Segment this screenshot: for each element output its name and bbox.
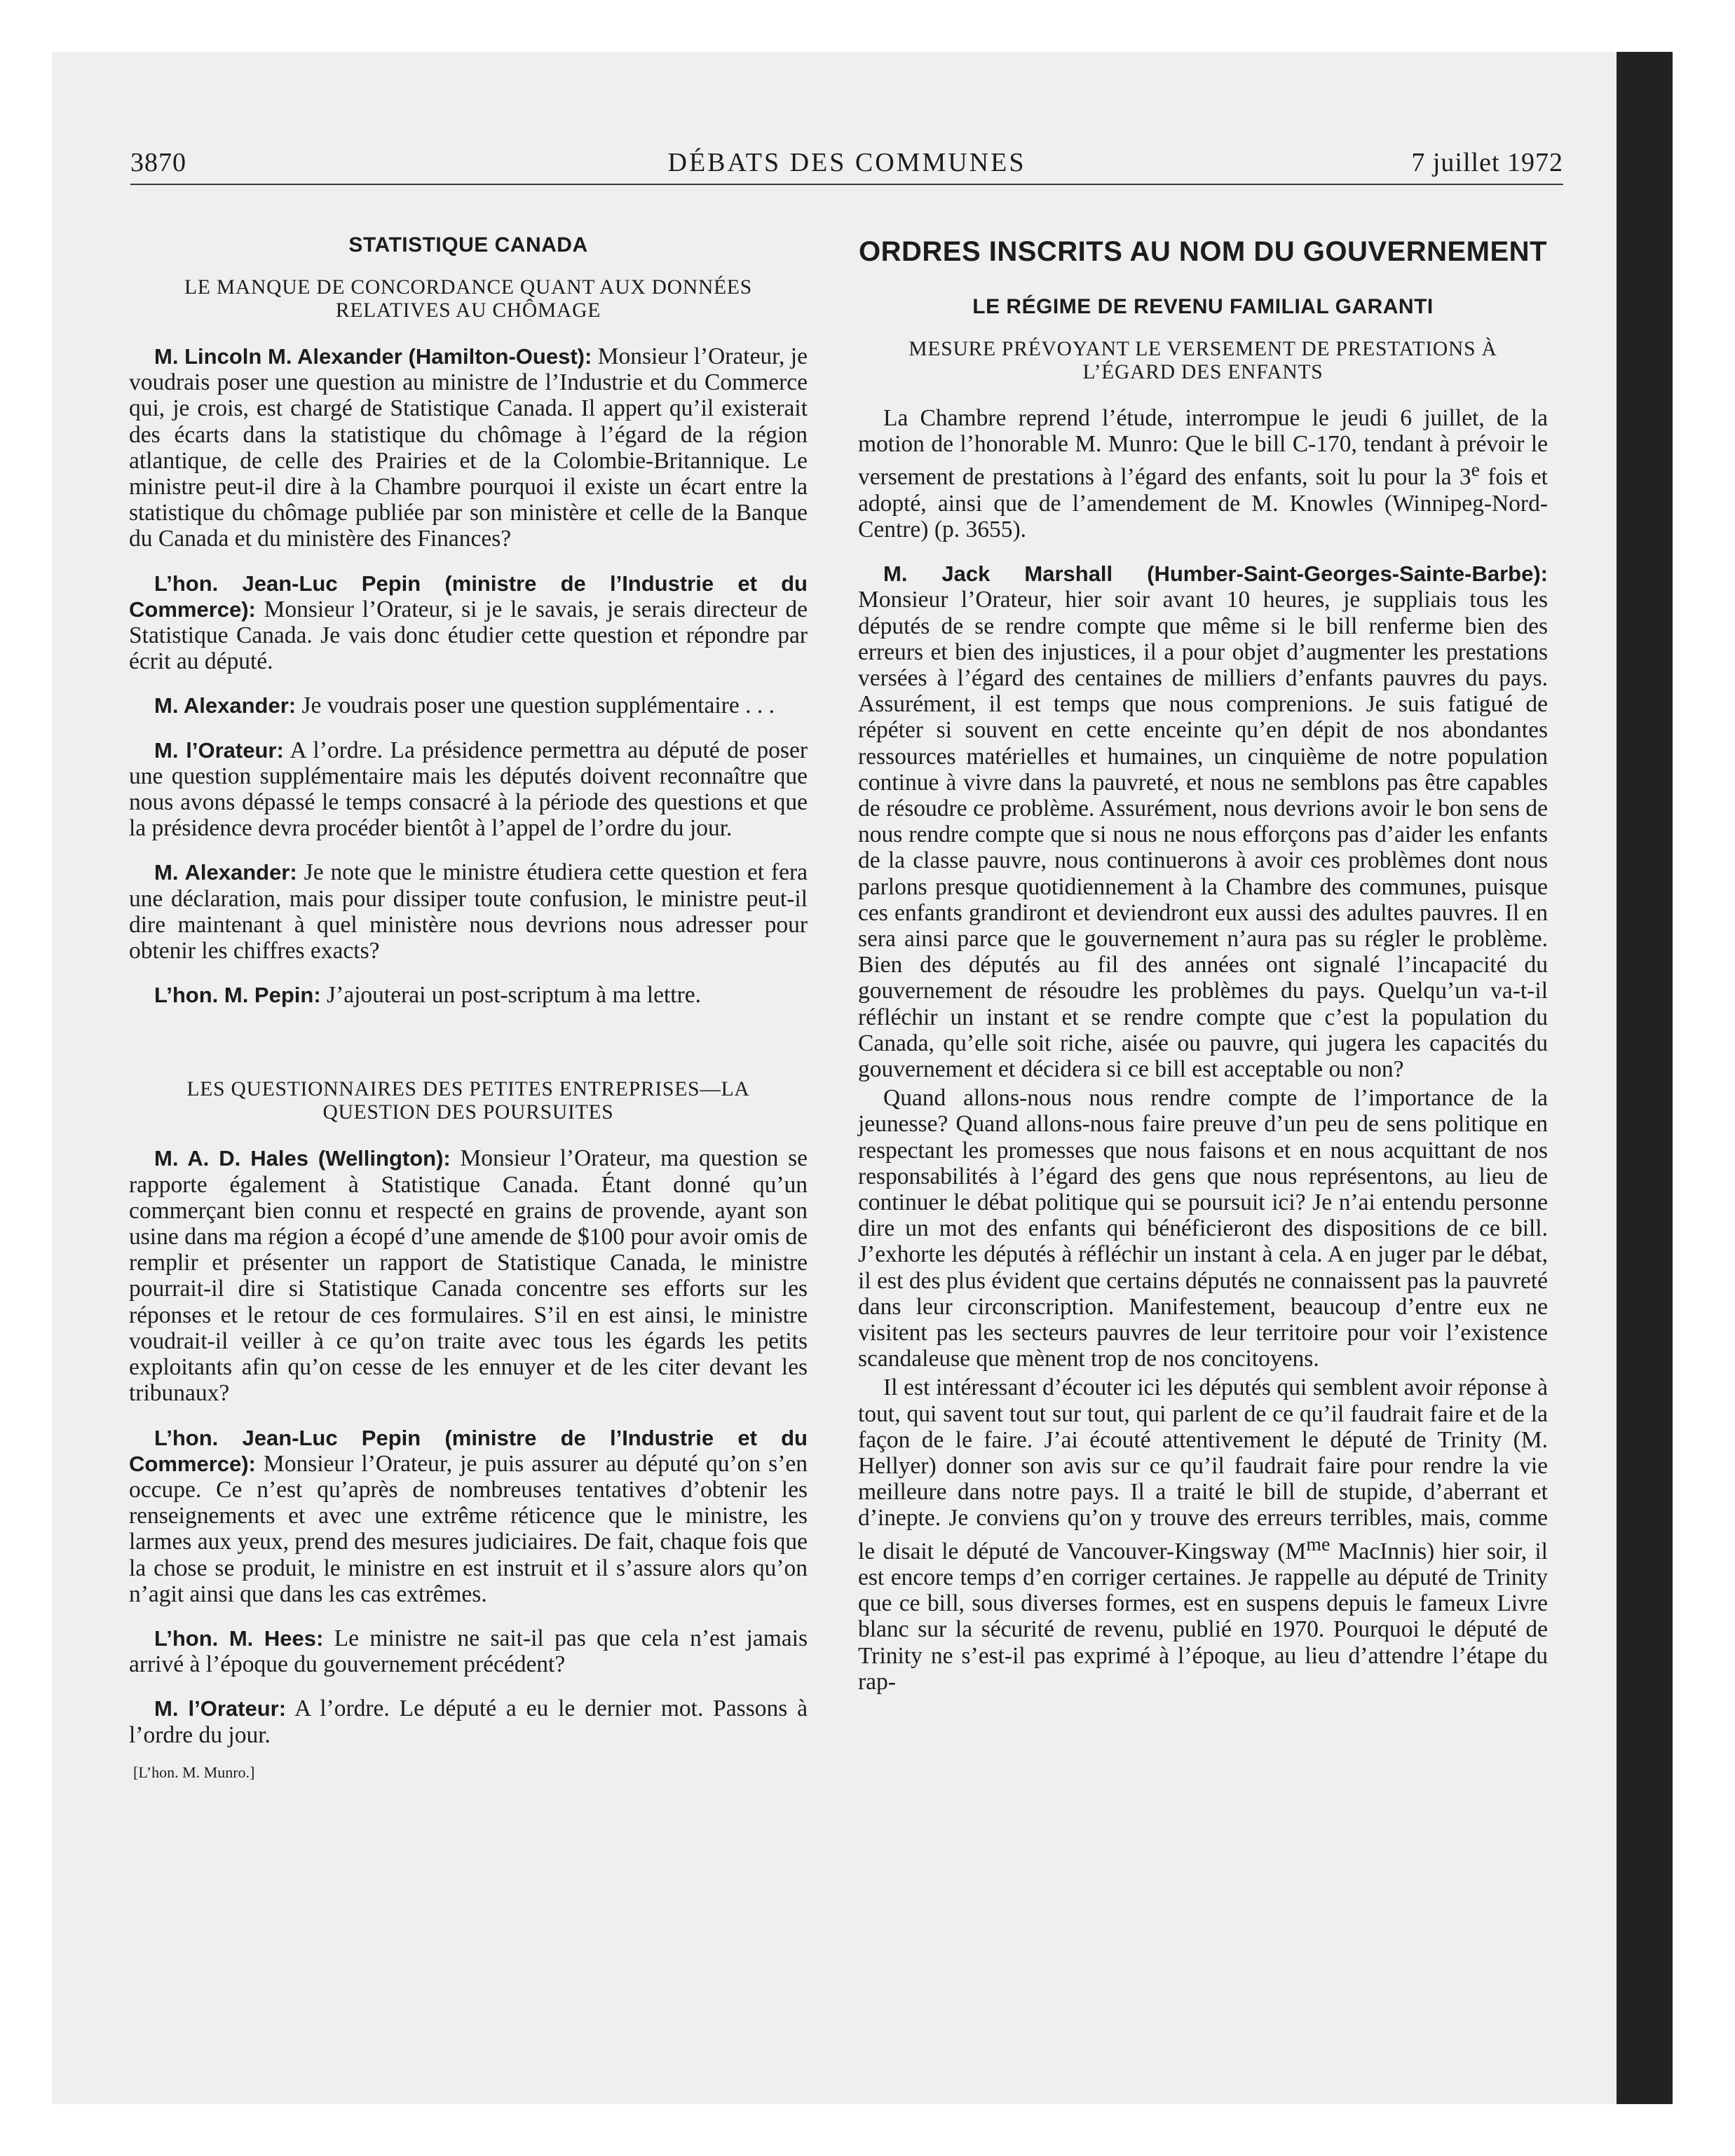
speaker-name: M. Lincoln M. Alexander (Hamilton-Ouest): [154, 344, 592, 369]
paragraph [129, 571, 808, 675]
speaker-name: M. l’Orateur: [154, 1696, 287, 1721]
paragraph [129, 1145, 808, 1406]
subheading-chomage: LE MANQUE DE CONCORDANCE QUANT AUX DONNÉES RELATIVES AU CHÔMAGE [184, 276, 752, 322]
superscript: e [1471, 459, 1481, 482]
speaker-name: M. Alexander: [154, 693, 297, 718]
speech-text: Il est intéressant d’écouter ici les députés qui semblent avoir réponse à tout, qui savent tout sur tout, qui parlent de ce qu’il faudrait faire et de la façon de le faire. J’ai écouté attentivement le député de Trinity (M. Hellyer) donner son avis sur ce qu’il faudrait faire pour rendre la vie meilleure dans notre pays. Il a traité le bill de stupide, d’aberrant et d’inepte. Je conviens qu’on y trouve des erreurs terribles, mais, comme le disait le député de Vancouver-Kingsway (M [858, 1374, 1548, 1564]
paragraph [129, 982, 808, 1008]
superscript: me [1306, 1533, 1331, 1555]
speaker-name: M. l’Orateur: [154, 737, 284, 763]
paragraph [129, 343, 808, 552]
orders-title: ORDRES INSCRITS AU NOM DU GOUVERNEMENT [858, 236, 1547, 267]
footnote: [L’hon. M. Munro.] [133, 1763, 255, 1781]
paragraph [858, 1085, 1548, 1372]
speech-text: Je note que le ministre étudiera cette question et fera une déclaration, mais pour dissiper toute confusion, le ministre peut-il dire maintenant à quel ministère nous devrions nous adresser pour obtenir les chiffres exacts? [129, 859, 808, 964]
paragraph [129, 1625, 808, 1677]
speech-text: J’ajouterai un post-scriptum à ma lettre. [320, 982, 702, 1009]
speaker-name: L’hon. Jean-Luc Pepin (ministre de l’Industrie et du Commerce): [129, 571, 808, 622]
speech-text: Monsieur l’Orateur, hier soir avant 10 heures, je suppliais tous les députés de se rendre compte que même si le bill renferme bien des erreurs et bien des injustices, il a pour objet d’augmenter les prestations versées à l’égard des centaines de milliers d’enfants pauvres du pays. Assurément, il est temps que nous comprenions. Je suis fatigué de répéter si souvent en cette enceinte qu’en dépit de nos abondantes ressources matérielles et humaines, un cinquième de notre population continue à vivre dans la pauvreté, et nous ne semblons pas être capables de résoudre ce problème. Assurément, nous devrions avoir le bon sens de nous rendre compte que si nous ne nous efforçons pas d’aider les enfants de la classe pauvre, nous continuerons à avoir ces problèmes dont nous parlons presque quotidiennement à la Chambre des communes, puisque ces enfants grandiront et deviendront eux aussi des adultes pauvres. Il en sera ainsi parce que le gouvernement n’aura pas su régler le problème. Bien des députés au fil des années ont signalé l’incapacité du gouvernement de résoudre les problèmes du pays. Quelqu’un va-t-il réfléchir un instant et se rendre compte que c’est la population du Canada, qu’elle soit riche, aisée ou pauvre, qui jugera les capacités du gouvernement et décidera si ce bill est acceptable ou non? [858, 587, 1548, 1083]
speech-text: Quand allons-nous nous rendre compte de l’importance de la jeunesse? Quand allons-nous faire preuve d’un peu de sens politique en respectant les promesses que nous faisons et en nous acquittant de nos responsabilités à l’égard des gens que nous représentons, au lieu de continuer le débat politique qui se poursuit ici? Je n’ai entendu personne dire un mot des enfants qui bénéficieront des dispositions de ce bill. J’exhorte les députés à réfléchir un instant à cela. A en juger par le débat, il est des plus évident que certains députés ne connaissent pas la pauvreté dans leur circonscription. Manifestement, beaucoup d’entre eux ne visitent pas les secteurs pauvres de leur territoire pour voir l’existence scandaleuse que mènent trop de nos concitoyens. [858, 1085, 1548, 1372]
speaker-name: M. A. D. Hales (Wellington): [154, 1146, 451, 1171]
paragraph [129, 737, 808, 842]
paragraph [129, 1696, 808, 1747]
paragraph [129, 859, 808, 964]
speech-text: Monsieur l’Orateur, ma question se rapporte également à Statistique Canada. Étant donné qu’un commerçant bien connu et respecté en grains de provende, ayant son usine dans ma région a écopé d’une amende de $100 pour avoir omis de remplir et présenter un rapport de Statistique Canada, le ministre pourrait-il dire si Statistique Canada concentre ses efforts sur les réponses et le retour de ces formulaires. S’il en est ainsi, le ministre voudrait-il veiller à ce qu’on traite avec tous les égards les petits exploitants afin qu’on cesse de les ennuyer et de les citer devant les tribunaux? [129, 1145, 808, 1407]
speech-text: A l’ordre. La présidence permettra au député de poser une question supplémentaire mais les députés doivent reconnaître que nous avons dépassé le temps consacré à la période des questions et que la présidence devra procéder bientôt à l’appel de l’ordre du jour. [129, 737, 808, 842]
speech-text: Je voudrais poser une question supplémentaire . . . [296, 692, 775, 719]
subheading-prestations: MESURE PRÉVOYANT LE VERSEMENT DE PRESTATIONS À L’ÉGARD DES ENFANTS [909, 338, 1497, 383]
speech-text: Monsieur l’Orateur, je voudrais poser une question au ministre de l’Industrie et du Commerce qui, je crois, est chargé de Statistique Canada. Il appert qu’il existerait des écarts dans la statistique du chômage à l’égard de la région atlantique, de celle des Prairies et de la Colombie-Britannique. Le ministre peut-il dire à la Chambre pourquoi il existe un écart entre la statistique du chômage publiée par son ministère et celle de la Banque du Canada et du ministère des Finances? [129, 343, 808, 552]
left-column [129, 224, 808, 1785]
publication-date: 7 juillet 1972 [1411, 148, 1563, 177]
page-number: 3870 [130, 148, 186, 177]
paragraph [858, 1374, 1548, 1695]
paragraph [129, 1425, 808, 1607]
right-column [858, 224, 1548, 1698]
intro-text-cont: fois et adopté, ainsi que de l’amendement de M. Knowles (Winnipeg-Nord-Centre) (p. 3655). [858, 464, 1548, 543]
section-title-statistique: STATISTIQUE CANADA [348, 233, 588, 257]
spacer [129, 1026, 808, 1078]
speech-text: A l’ordre. Le député a eu le dernier mot. Passons à l’ordre du jour. [129, 1696, 808, 1748]
publication-title: DÉBATS DES COMMUNES [667, 148, 1026, 177]
speech-text: Le ministre ne sait-il pas que cela n’est jamais arrivé à l’époque du gouvernement précédent? [129, 1625, 808, 1678]
subheading-questionnaires: LES QUESTIONNAIRES DES PETITES ENTREPRISES—LA QUESTION DES POURSUITES [186, 1078, 750, 1124]
speech-text: Monsieur l’Orateur, je puis assurer au député qu’on s’en occupe. Ce n’est qu’après de nombreuses tentatives d’obtenir les renseignements et avec une extrême réticence que le ministre, les larmes aux yeux, prend des mesures judiciaires. De fait, chaque fois que la chose se produit, le ministre en est instruit et il s’assure alors qu’on n’agit ainsi que dans les cas extrêmes. [129, 1450, 808, 1607]
scan-edge-shadow [1617, 52, 1673, 2104]
speaker-name: L’hon. Jean-Luc Pepin (ministre de l’Industrie et du Commerce): [129, 1425, 808, 1476]
speaker-name: M. Alexander: [154, 860, 297, 885]
paragraph-intro [858, 405, 1548, 543]
paragraph [129, 692, 808, 718]
page-header [130, 144, 1563, 185]
speech-text: Monsieur l’Orateur, si je le savais, je serais directeur de Statistique Canada. Je vais donc étudier cette question et répondre par écrit au député. [129, 596, 808, 675]
speaker-name: L’hon. M. Pepin: [154, 983, 321, 1008]
speaker-name: M. Jack Marshall (Humber-Saint-Georges-Sainte-Barbe): [883, 561, 1548, 587]
paragraph [858, 561, 1548, 1082]
speaker-name: L’hon. M. Hees: [154, 1625, 324, 1651]
section-title-regime: LE RÉGIME DE REVENU FAMILIAL GARANTI [972, 295, 1434, 318]
speech-text-cont: MacInnis) hier soir, il est encore temps d’en corriger certaines. Je rappelle au député de Trinity que ce bill, sous diverses formes, est en suspens depuis le fameux Livre blanc sur la sécurité de revenu, publié en 1970. Pourquoi le député de Trinity ne s’est-il pas exprimé à l’époque, au lieu d’attendre l’étape du rap- [858, 1538, 1548, 1695]
intro-text: La Chambre reprend l’étude, interrompue le jeudi 6 juillet, de la motion de l’honorable M. Munro: Que le bill C-170, tendant à prévoir le versement de prestations à l’égard des enfants, soit lu pour la 3 [858, 405, 1548, 491]
